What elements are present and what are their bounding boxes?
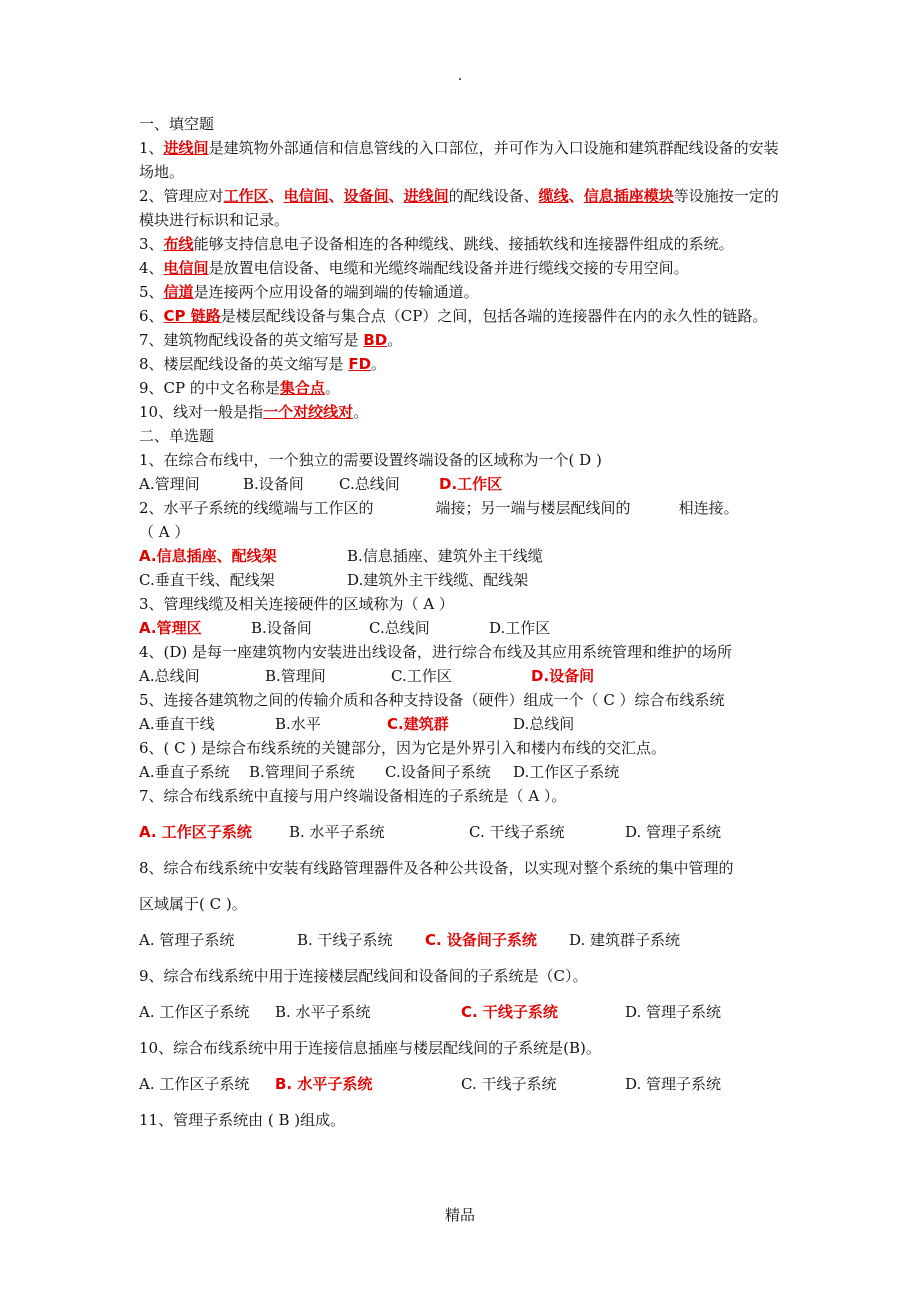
answer: FD <box>348 355 372 373</box>
option-b: B.水平 <box>275 715 321 733</box>
option-c: C.总线间 <box>339 475 400 493</box>
option-a-answer: A.管理区 <box>139 619 202 637</box>
answer: 进线间 <box>403 187 449 205</box>
option-b: B. 水平子系统 <box>275 1003 371 1021</box>
answer: 信道 <box>163 283 194 301</box>
option-d: D. 管理子系统 <box>625 1003 722 1021</box>
fill-question-5: 5、信道是连接两个应用设备的端到端的传输通道。 <box>139 283 479 301</box>
option-b: B.管理间 <box>265 667 326 685</box>
choice-question-7: 7、综合布线系统中直接与用户终端设备相连的子系统是（ A ）。 <box>139 787 567 805</box>
choice-options-4 <box>139 664 789 688</box>
option-d-answer: D.设备间 <box>531 667 595 685</box>
option-c-answer: C. 干线子系统 <box>461 1003 558 1021</box>
choice-options-6 <box>139 760 789 784</box>
choice-question-11: 11、管理子系统由 ( B )组成。 <box>139 1111 346 1129</box>
fill-question-3: 3、布线能够支持信息电子设备相连的各种缆线、跳线、接插软线和连接器件组成的系统。 <box>139 235 734 253</box>
option-b-answer: B. 水平子系统 <box>275 1075 373 1093</box>
choice-options-5 <box>139 712 789 736</box>
option-b: B. 水平子系统 <box>289 823 385 841</box>
document-body <box>139 112 789 1132</box>
option-a: A.垂直干线 <box>139 715 215 733</box>
option-d: D. 建筑群子系统 <box>569 931 681 949</box>
option-a: A. 工作区子系统 <box>139 1003 250 1021</box>
option-c-answer: C. 设备间子系统 <box>425 931 537 949</box>
choice-options-9 <box>139 1000 789 1024</box>
answer: 进线间 <box>163 139 209 157</box>
option-a: A.垂直子系统 <box>139 763 230 781</box>
choice-options-10 <box>139 1072 789 1096</box>
section-title-single-choice: 二、单选题 <box>139 427 215 445</box>
answer: BD <box>363 331 388 349</box>
option-b: B.信息插座、建筑外主干线缆 <box>347 547 543 565</box>
option-a: A. 工作区子系统 <box>139 1075 250 1093</box>
choice-question-6: 6、( C ) 是综合布线系统的关键部分，因为它是外界引入和楼内布线的交汇点。 <box>139 739 667 757</box>
option-d: D. 管理子系统 <box>625 823 722 841</box>
option-b: B.设备间 <box>251 619 312 637</box>
page-header-mark: . <box>457 68 463 84</box>
option-b: B.管理间子系统 <box>249 763 355 781</box>
answer: 工作区 <box>223 187 269 205</box>
option-d: D.工作区子系统 <box>513 763 620 781</box>
option-c: C.设备间子系统 <box>385 763 491 781</box>
answer: CP 链路 <box>163 307 221 325</box>
choice-question-8: 8、综合布线系统中安装有线路管理器件及各种公共设备，以实现对整个系统的集中管理的 <box>139 859 734 877</box>
fill-question-1: 1、进线间是建筑物外部通信和信息管线的入口部位，并可作为入口设施和建筑群配线设备的安装场地。 <box>139 139 779 181</box>
page-footer: 精品 <box>444 1206 475 1224</box>
choice-options-8 <box>139 928 789 952</box>
option-a-answer: A.信息插座、配线架 <box>139 547 277 565</box>
fill-question-2: 2、管理应对工作区、电信间、设备间、进线间的配线设备、缆线、信息插座模块等设施按一定的模块进行标识和记录。 <box>139 187 779 229</box>
option-c: C.总线间 <box>369 619 430 637</box>
option-c: C. 干线子系统 <box>469 823 565 841</box>
choice-options-1 <box>139 472 789 496</box>
option-b: B.设备间 <box>243 475 304 493</box>
fill-question-10: 10、线对一般是指一个对绞线对。 <box>139 403 369 421</box>
answer: 电信间 <box>283 187 329 205</box>
choice-question-2: 2、水平子系统的线缆端与工作区的 端接；另一端与楼层配线间的 相连接。 <box>139 499 739 517</box>
option-a: A.总线间 <box>139 667 200 685</box>
option-a: A. 管理子系统 <box>139 931 235 949</box>
choice-options-2a <box>139 544 789 568</box>
answer: 设备间 <box>343 187 389 205</box>
option-d: D. 管理子系统 <box>625 1075 722 1093</box>
choice-question-8-cont: 区域属于( C )。 <box>139 895 247 913</box>
section-title-fill-blank: 一、填空题 <box>139 115 215 133</box>
option-d: D.工作区 <box>489 619 551 637</box>
option-d: D.总线间 <box>513 715 575 733</box>
answer: 缆线 <box>538 187 569 205</box>
option-c-answer: C.建筑群 <box>387 715 449 733</box>
choice-question-1: 1、在综合布线中，一个独立的需要设置终端设备的区域称为一个( D ) <box>139 451 602 469</box>
answer: 集合点 <box>279 379 325 397</box>
option-a-answer: A. 工作区子系统 <box>139 823 252 841</box>
fill-question-4: 4、电信间是放置电信设备、电缆和光缆终端配线设备并进行缆线交接的专用空间。 <box>139 259 689 277</box>
fill-question-6: 6、CP 链路是楼层配线设备与集合点（CP）之间，包括各端的连接器件在内的永久性的链路。 <box>139 307 768 325</box>
option-b: B. 干线子系统 <box>297 931 393 949</box>
fill-question-7: 7、建筑物配线设备的英文缩写是 BD。 <box>139 331 403 349</box>
choice-question-4: 4、(D) 是每一座建筑物内安装进出线设备，进行综合布线及其应用系统管理和维护的场所 <box>139 643 733 661</box>
answer: 布线 <box>163 235 194 253</box>
option-a: A.管理间 <box>139 475 200 493</box>
choice-question-3: 3、管理线缆及相关连接硬件的区域称为（ A ） <box>139 595 454 613</box>
fill-question-8: 8、楼层配线设备的英文缩写是 FD。 <box>139 355 387 373</box>
choice-question-9: 9、综合布线系统中用于连接楼层配线间和设备间的子系统是（C）。 <box>139 967 588 985</box>
choice-question-5: 5、连接各建筑物之间的传输介质和各种支持设备（硬件）组成一个（ C ）综合布线系统 <box>139 691 725 709</box>
option-c: C.垂直干线、配线架 <box>139 571 275 589</box>
option-c: C. 干线子系统 <box>461 1075 557 1093</box>
answer: 一个对绞线对 <box>263 403 354 421</box>
choice-options-2b <box>139 568 789 592</box>
choice-options-3 <box>139 616 789 640</box>
choice-question-2-answer: （ A ） <box>139 523 190 541</box>
answer: 电信间 <box>163 259 209 277</box>
option-c: C.工作区 <box>391 667 452 685</box>
option-d-answer: D.工作区 <box>439 475 503 493</box>
fill-question-9: 9、CP 的中文名称是集合点。 <box>139 379 340 397</box>
choice-options-7 <box>139 820 789 844</box>
choice-question-10: 10、综合布线系统中用于连接信息插座与楼层配线间的子系统是(B)。 <box>139 1039 601 1057</box>
answer: 信息插座模块 <box>583 187 674 205</box>
option-d: D.建筑外主干线缆、配线架 <box>347 571 529 589</box>
